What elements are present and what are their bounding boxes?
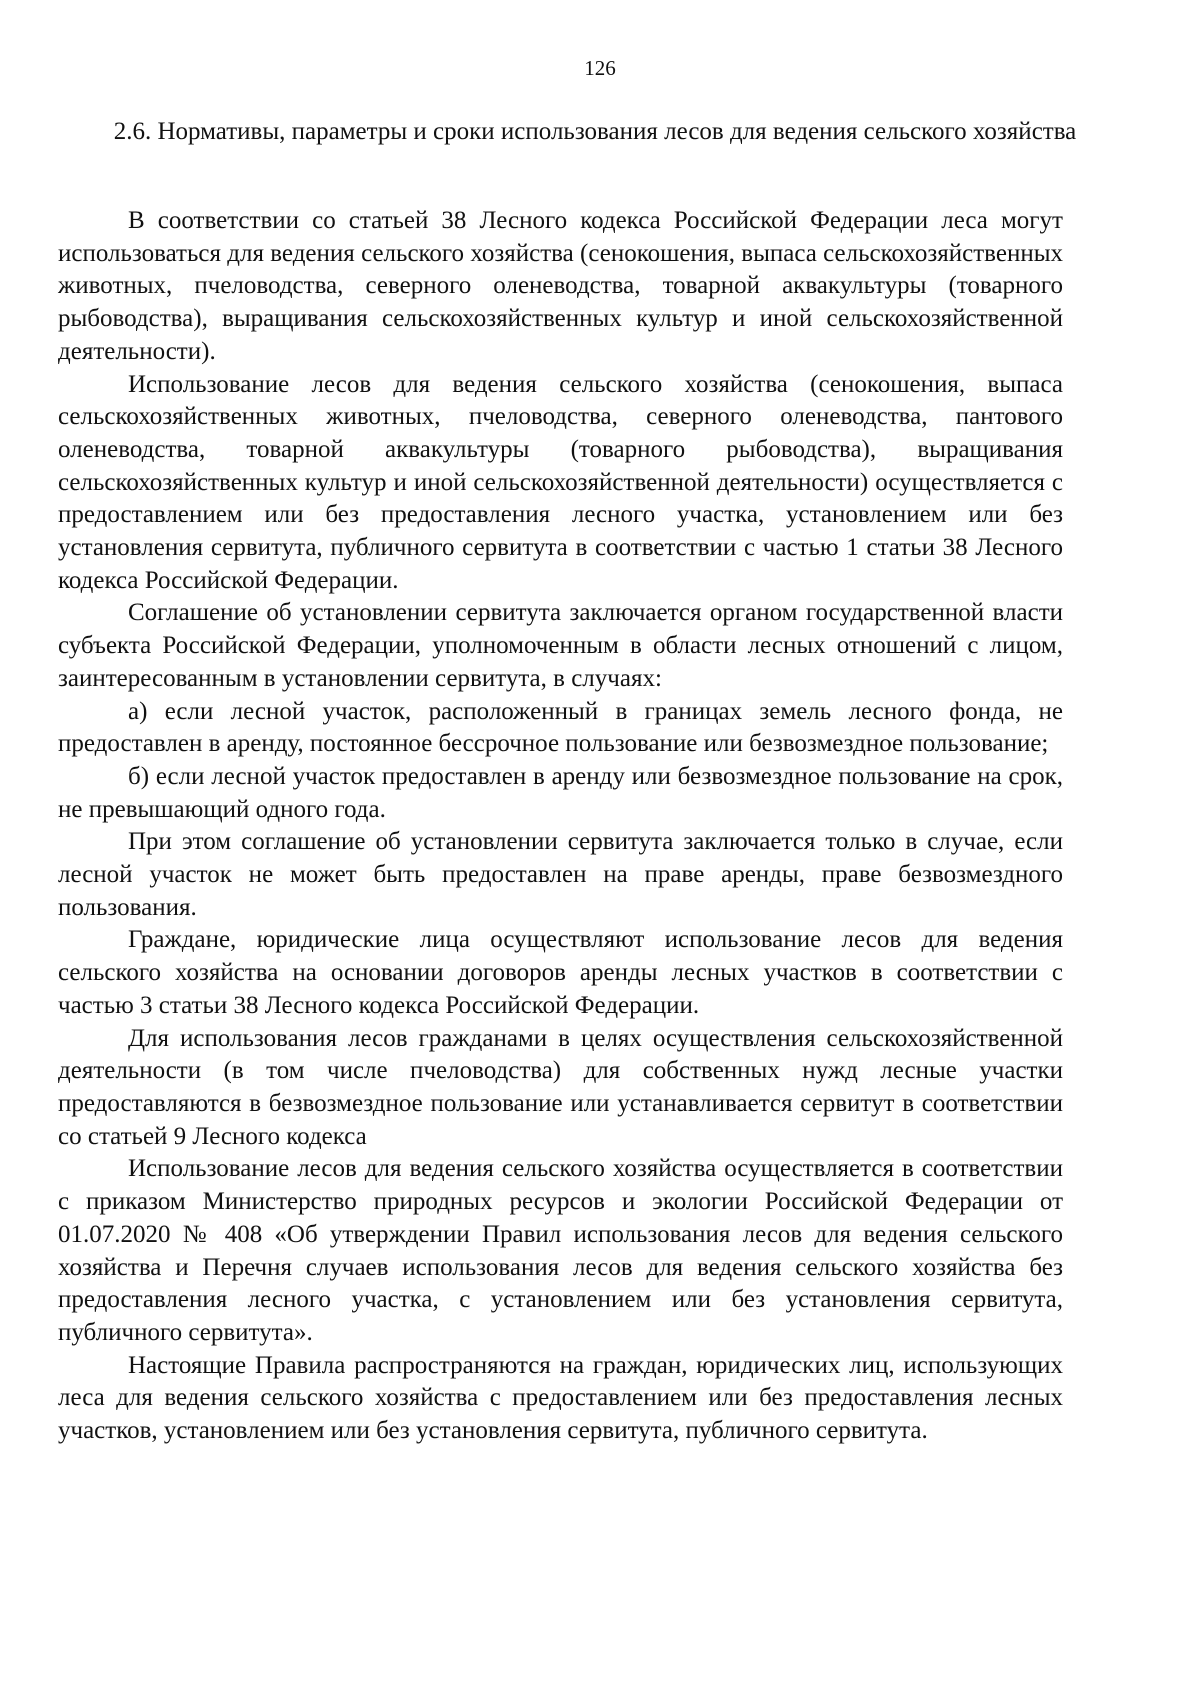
paragraph: Настоящие Правила распространяются на граждан, юридических лиц, использующих леса для ведения сельского хозяйства с предоставлением или без предоставления лесных участков, установлением или без установления сервитута, публичного сервитута. <box>58 1351 1063 1445</box>
paragraph: При этом соглашение об установлении сервитута заключается только в случае, если лесной участок не может быть предоставлен на праве аренды, праве безвозмездного пользования. <box>58 828 1063 921</box>
list-item-a: а) если лесной участок, расположенный в границах земель лесного фонда, не предоставлен в аренду, постоянное бессрочное пользование или безвозмездное пользование; <box>58 697 1063 758</box>
paragraph: Для использования лесов гражданами в целях осуществления сельскохозяйственной деятельности (в том числе пчеловодства) для собственных нужд лесные участки предоставляются в безвозмездное пользование или устанавливается сервитут в соответствии со статьей 9 Лесного кодекса <box>58 1024 1063 1150</box>
list-item-b: б) если лесной участок предоставлен в аренду или безвозмездное пользование на срок, не превышающий одного года. <box>58 762 1063 823</box>
paragraph: Использование лесов для ведения сельского хозяйства (сенокошения, выпаса сельскохозяйственных животных, пчеловодства, северного оленеводства, пантового оленеводства, товарной аквакультуры (товарного рыбоводства), выращивания сельскохозяйственных культур и иной сельскохозяйственной деятельности) осуществляется с предоставлением или без предоставления лесного участка, установлением или без установления сервитута, публичного сервитута в соответствии с частью 1 статьи 38 Лесного кодекса Российской Федерации. <box>58 370 1063 594</box>
page-number: 126 <box>584 56 616 80</box>
document-body <box>58 205 1063 1448</box>
paragraph: Граждане, юридические лица осуществляют использование лесов для ведения сельского хозяйства на основании договоров аренды лесных участков в соответствии с частью 3 статьи 38 Лесного кодекса Российской Федерации. <box>58 926 1063 1019</box>
paragraph: Соглашение об установлении сервитута заключается органом государственной власти субъекта Российской Федерации, уполномоченным в области лесных отношений с лицом, заинтересованным в установлении сервитута, в случаях: <box>58 599 1063 692</box>
paragraph: Использование лесов для ведения сельского хозяйства осуществляется в соответствии с приказом Министерство природных ресурсов и экологии Российской Федерации от 01.07.2020 № 408 «Об утверждении Правил использования лесов для ведения сельского хозяйства и Перечня случаев использования лесов для ведения сельского хозяйства без предоставления лесного участка, с установлением или без установления сервитута, публичного сервитута». <box>58 1155 1063 1346</box>
section-heading: 2.6. Нормативы, параметры и сроки использования лесов для ведения сельского хозяйства <box>113 118 1077 145</box>
paragraph: В соответствии со статьей 38 Лесного кодекса Российской Федерации леса могут использоваться для ведения сельского хозяйства (сенокошения, выпаса сельскохозяйственных животных, пчеловодства, северного оленеводства, товарной аквакультуры (товарного рыбоводства), выращивания сельскохозяйственных культур и иной сельскохозяйственной деятельности). <box>58 207 1063 365</box>
